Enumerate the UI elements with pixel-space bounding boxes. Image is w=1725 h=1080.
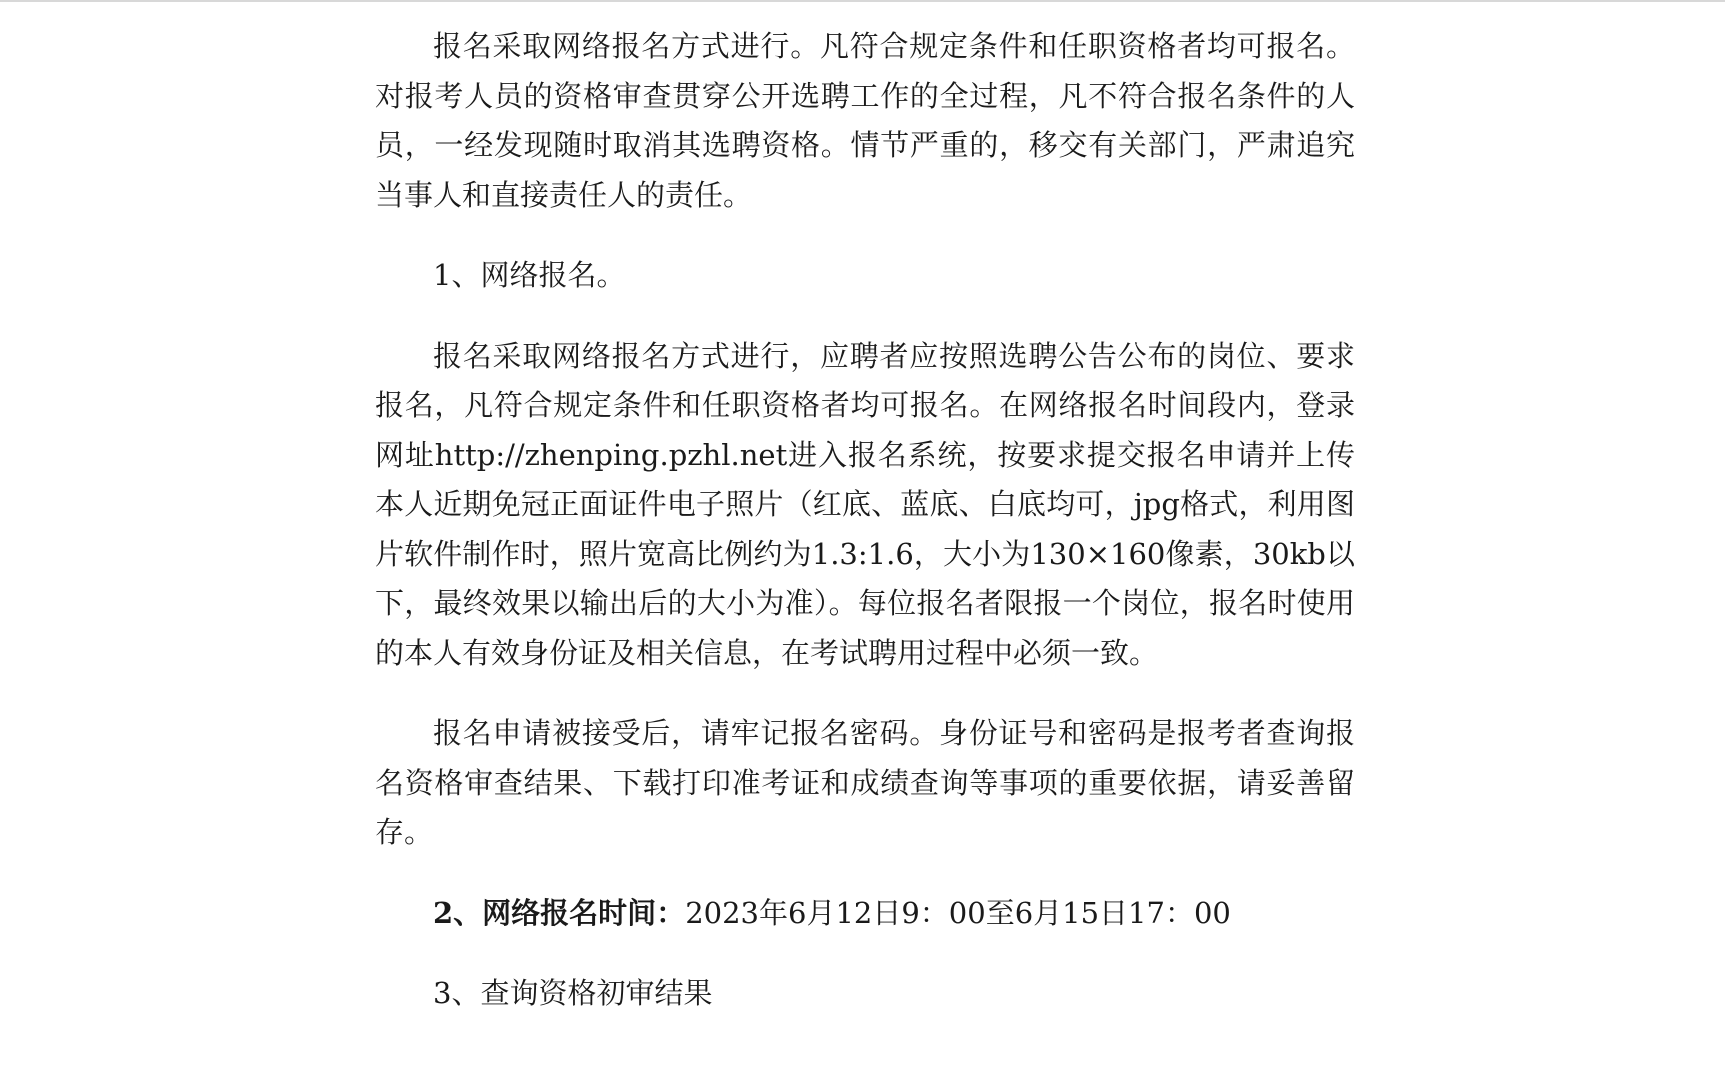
top-divider [0,0,1725,2]
document-body [375,22,1355,1019]
paragraph-registration-details: 报名采取网络报名方式进行，应聘者应按照选聘公告公布的岗位、要求报名，凡符合规定条件和任职资格者均可报名。在网络报名时间段内，登录网址http://zhenping.pzhl.net进入报名系统，按要求提交报名申请并上传本人近期免冠正面证件电子照片（红底、蓝底、白底均可，jpg格式，利用图片软件制作时，照片宽高比例约为1.3:1.6，大小为130×160像素，30kb以下，最终效果以输出后的大小为准）。每位报名者限报一个岗位，报名时使用的本人有效身份证及相关信息，在考试聘用过程中必须一致。 [375,338,1355,670]
registration-time-label: 2、网络报名时间： [433,895,686,930]
paragraph-registration-method: 报名采取网络报名方式进行。凡符合规定条件和任职资格者均可报名。对报考人员的资格审查贯穿公开选聘工作的全过程，凡不符合报名条件的人员，一经发现随时取消其选聘资格。情节严重的，移交有关部门，严肃追究当事人和直接责任人的责任。 [375,29,1355,212]
registration-time-value: 2023年6月12日9：00至6月15日17：00 [685,895,1231,930]
heading-registration-time [375,889,1355,939]
paragraph-password-notice: 报名申请被接受后，请牢记报名密码。身份证号和密码是报考者查询报名资格审查结果、下载打印准考证和成绩查询等事项的重要依据，请妥善留存。 [375,716,1355,849]
heading-online-registration: 1、网络报名。 [433,258,626,292]
heading-check-results: 3、查询资格初审结果 [433,976,713,1010]
